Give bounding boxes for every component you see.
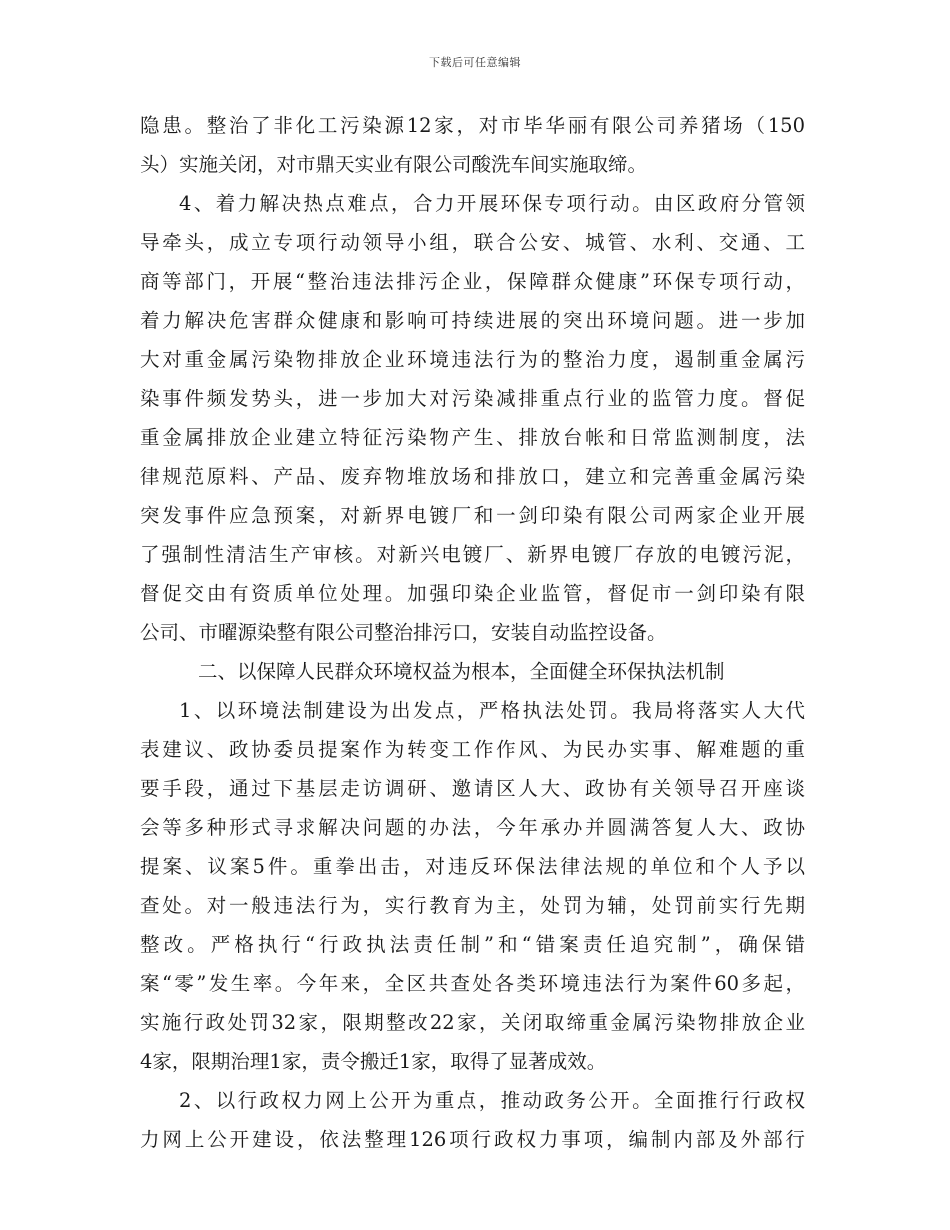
text-line: 提案、议案5件。重拳出击，对违反环保法律法规的单位和个人予以 — [140, 855, 805, 878]
text-line: 公司、市曜源染整有限公司整治排污口，安装自动监控设备。 — [140, 621, 667, 644]
document-body — [140, 106, 805, 1159]
text-line: 二、以保障人民群众环境权益为根本，全面健全环保执法机制 — [198, 660, 725, 683]
text-line: 力网上公开建设，依法整理126项行政权力事项，编制内部及外部行 — [140, 1128, 805, 1151]
text-line: 要手段，通过下基层走访调研、邀请区人大、政协有关领导召开座谈 — [140, 777, 805, 800]
text-line: 律规范原料、产品、废弃物堆放场和排放口，建立和完善重金属污染 — [140, 465, 805, 488]
text-line: 隐患。整治了非化工污染源12家，对市毕华丽有限公司养猪场（150 — [140, 114, 805, 137]
paragraph — [140, 691, 805, 1081]
text-line: 突发事件应急预案，对新界电镀厂和一剑印染有限公司两家企业开展 — [140, 504, 805, 527]
text-line: 案“零”发生率。今年来，全区共查处各类环境违法行为案件60多起， — [140, 972, 805, 995]
text-line: 表建议、政协委员提案作为转变工作作风、为民办实事、解难题的重 — [140, 738, 805, 761]
paragraph — [140, 106, 805, 184]
text-line: 着力解决危害群众健康和影响可持续进展的突出环境问题。进一步加 — [140, 309, 805, 332]
text-line: 查处。对一般违法行为，实行教育为主，处罚为辅，处罚前实行先期 — [140, 894, 805, 917]
page-header: 下载后可任意编辑 — [429, 56, 521, 69]
text-line: 整改。严格执行“行政执法责任制”和“错案责任追究制”，确保错 — [140, 933, 805, 956]
text-line: 了强制性清洁生产审核。对新兴电镀厂、新界电镀厂存放的电镀污泥， — [140, 543, 805, 566]
text-line: 导牵头，成立专项行动领导小组，联合公安、城管、水利、交通、工 — [140, 231, 805, 254]
paragraph — [140, 184, 805, 652]
text-line: 染事件频发势头，进一步加大对污染减排重点行业的监管力度。督促 — [140, 387, 805, 410]
text-line: 重金属排放企业建立特征污染物产生、排放台帐和日常监测制度，法 — [140, 426, 805, 449]
paragraph — [140, 1081, 805, 1159]
text-line: 会等多种形式寻求解决问题的办法，今年承办并圆满答复人大、政协 — [140, 816, 805, 839]
text-line: 4家，限期治理1家，责令搬迁1家，取得了显著成效。 — [140, 1050, 607, 1073]
text-line: 实施行政处罚32家，限期整改22家，关闭取缔重金属污染物排放企业 — [140, 1011, 805, 1034]
text-line: 大对重金属污染物排放企业环境违法行为的整治力度，遏制重金属污 — [140, 348, 805, 371]
text-line: 商等部门，开展“整治违法排污企业，保障群众健康”环保专项行动， — [140, 270, 805, 293]
text-line: 头）实施关闭，对市鼎天实业有限公司酸洗车间实施取缔。 — [140, 153, 648, 176]
section-heading — [140, 652, 805, 691]
text-line: 1、以环境法制建设为出发点，严格执法处罚。我局将落实人大代 — [179, 699, 805, 722]
text-line: 4、着力解决热点难点，合力开展环保专项行动。由区政府分管领 — [179, 192, 805, 215]
text-line: 2、以行政权力网上公开为重点，推动政务公开。全面推行行政权 — [179, 1089, 805, 1112]
text-line: 督促交由有资质单位处理。加强印染企业监管，督促市一剑印染有限 — [140, 582, 805, 605]
